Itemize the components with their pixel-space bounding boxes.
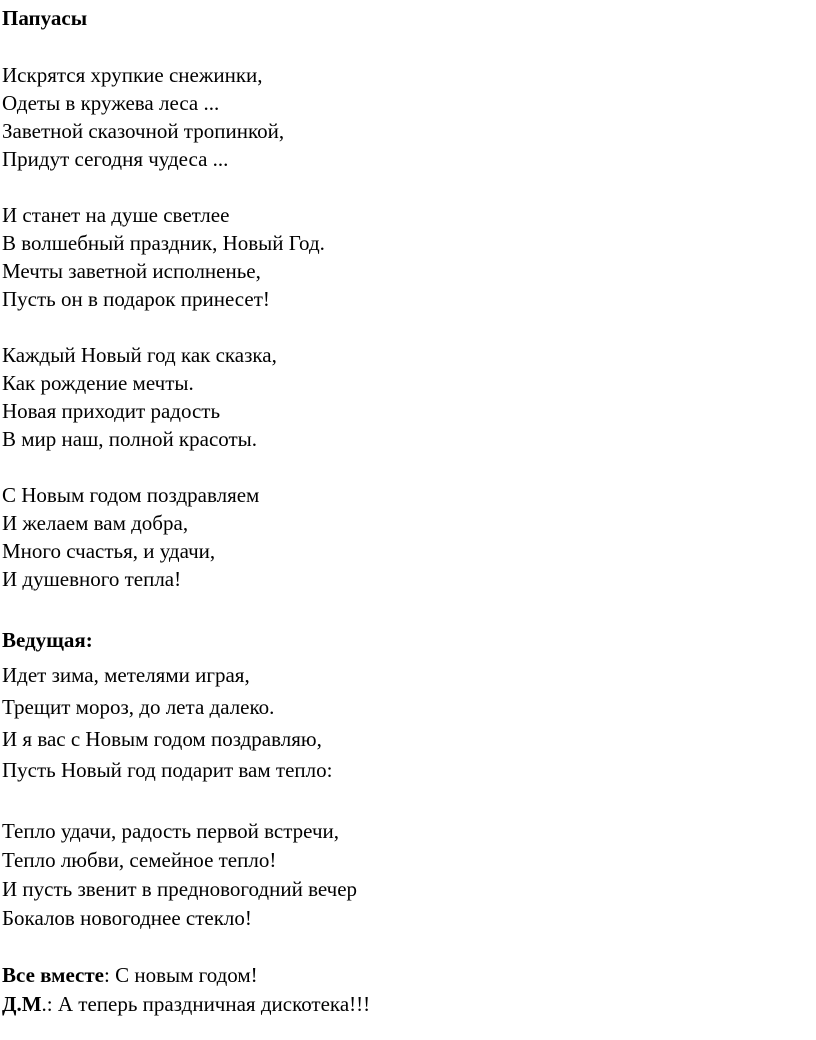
poem-line: Трещит мороз, до лета далеко. xyxy=(2,695,275,719)
poem-line: Тепло любви, семейное тепло! xyxy=(2,848,277,872)
poem-line: Пусть Новый год подарит вам тепло: xyxy=(2,758,333,782)
final-line-dm xyxy=(2,991,370,1017)
poem-line: В мир наш, полной красоты. xyxy=(2,427,258,451)
heading-papuasy: Папуасы xyxy=(2,6,88,30)
poem-line: Идет зима, метелями играя, xyxy=(2,663,250,687)
speaker-text: .: А теперь праздничная дискотека!!! xyxy=(41,992,371,1016)
poem-line: Каждый Новый год как сказка, xyxy=(2,343,277,367)
poem-line: Новая приходит радость xyxy=(2,399,221,423)
poem-line: Искрятся хрупкие снежинки, xyxy=(2,63,263,87)
poem-line: Как рождение мечты. xyxy=(2,371,194,395)
final-line-all-together xyxy=(2,962,258,988)
speaker-label: Д.М xyxy=(2,992,42,1016)
poem-line: Одеты в кружева леса ... xyxy=(2,91,220,115)
poem-line: В волшебный праздник, Новый Год. xyxy=(2,231,325,255)
poem-line: Тепло удачи, радость первой встречи, xyxy=(2,819,340,843)
poem-line: Пусть он в подарок принесет! xyxy=(2,287,270,311)
heading-vedushchaya: Ведущая: xyxy=(2,628,93,652)
speaker-text: : С новым годом! xyxy=(103,963,258,987)
poem-line: Заветной сказочной тропинкой, xyxy=(2,119,285,143)
poem-line: Мечты заветной исполненье, xyxy=(2,259,261,283)
poem-line: Бокалов новогоднее стекло! xyxy=(2,906,252,930)
poem-line: И я вас с Новым годом поздравляю, xyxy=(2,727,322,751)
poem-line: Придут сегодня чудеса ... xyxy=(2,147,229,171)
poem-line: С Новым годом поздравляем xyxy=(2,483,260,507)
poem-line: И желаем вам добра, xyxy=(2,511,189,535)
poem-line: И станет на душе светлее xyxy=(2,203,230,227)
speaker-label: Все вместе xyxy=(2,963,104,987)
poem-line: И душевного тепла! xyxy=(2,567,182,591)
poem-line: И пусть звенит в предновогодний вечер xyxy=(2,877,358,901)
poem-line: Много счастья, и удачи, xyxy=(2,539,216,563)
